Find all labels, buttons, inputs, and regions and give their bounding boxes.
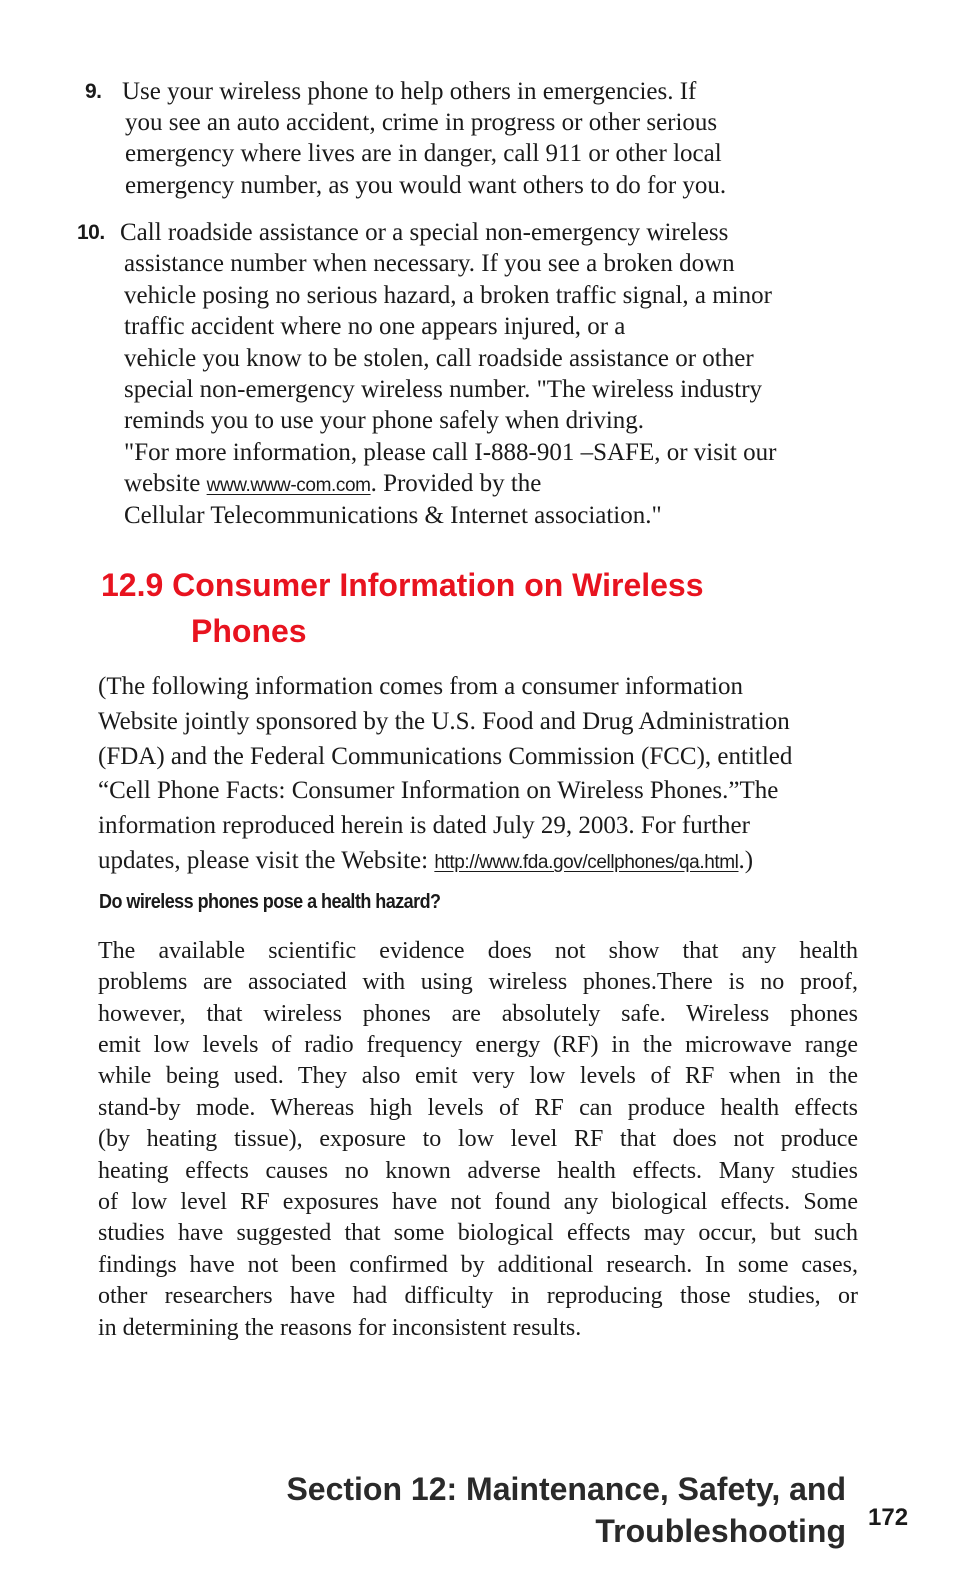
answer-line: however, that wireless phones are absolutely safe. Wireless phones (98, 1001, 858, 1027)
item-text-line: Use your wireless phone to help others in emergencies. If (122, 78, 697, 105)
item-website-line (124, 468, 541, 502)
item-number: 10. (77, 221, 105, 244)
intro-last-prefix: updates, please visit the Website: (98, 847, 435, 874)
section-heading-line1: 12.9 Consumer Information on Wireless (101, 567, 704, 603)
intro-last-line (98, 844, 753, 880)
section-heading (101, 562, 704, 654)
answer-line: studies have suggested that some biological effects may occur, but such (98, 1220, 858, 1246)
intro-line: (FDA) and the Federal Communications Commission (FCC), entitled (98, 743, 793, 770)
fda-website-link[interactable]: http://www.fda.gov/cellphones/qa.html (434, 852, 739, 873)
intro-line: Website jointly sponsored by the U.S. Food and Drug Administration (98, 708, 790, 735)
item-text-line: you see an auto accident, crime in progress or other serious (125, 109, 718, 136)
page-number: 172 (868, 1504, 909, 1531)
item-text-line: special non-emergency wireless number. "The wireless industry (124, 376, 763, 403)
answer-line: stand-by mode. Whereas high levels of RF can produce health effects (98, 1095, 858, 1121)
website-suffix: . Provided by the (370, 470, 542, 497)
intro-line: (The following information comes from a consumer information (98, 673, 743, 700)
item-text-line: Call roadside assistance or a special non-emergency wireless (120, 219, 729, 246)
item-text-line: assistance number when necessary. If you see a broken down (124, 250, 735, 277)
item-text-line: vehicle posing no serious hazard, a broken traffic signal, a minor (124, 282, 772, 309)
answer-line: problems are associated with using wireless phones.There is no proof, (98, 969, 858, 995)
footer-section-line2: Troubleshooting (595, 1513, 846, 1549)
item-text-line: vehicle you know to be stolen, call roadside assistance or other (124, 345, 754, 372)
item-text-line: traffic accident where no one appears injured, or a (124, 313, 626, 340)
answer-line: other researchers have had difficulty in reproducing those studies, or (98, 1283, 858, 1309)
footer-section-title (286, 1468, 846, 1552)
item-text-line: emergency number, as you would want others to do for you. (125, 172, 727, 199)
answer-line: while being used. They also emit very low levels of RF when in the (98, 1063, 858, 1089)
footer-section-line1: Section 12: Maintenance, Safety, and (286, 1471, 846, 1507)
intro-line: information reproduced herein is dated July 29, 2003. For further (98, 812, 750, 839)
intro-last-suffix: .) (738, 847, 754, 874)
section-heading-line2: Phones (191, 613, 307, 649)
answer-line: emit low levels of radio frequency energy (RF) in the microwave range (98, 1032, 858, 1058)
intro-line: “Cell Phone Facts: Consumer Information on Wireless Phones.”The (98, 777, 779, 804)
answer-line: (by heating tissue), exposure to low level RF that does not produce (98, 1126, 858, 1152)
answer-line: in determining the reasons for inconsistent results. (98, 1315, 582, 1341)
item-text-line: "For more information, please call I-888-901 –SAFE, or visit our (124, 439, 777, 466)
answer-line: heating effects causes no known adverse health effects. Many studies (98, 1158, 858, 1184)
website-link[interactable]: www.www-com.com (206, 475, 371, 496)
item-number: 9. (85, 80, 102, 103)
website-prefix: website (124, 470, 207, 497)
question-heading: Do wireless phones pose a health hazard? (99, 891, 441, 913)
answer-line: of low level RF exposures have not found any biological effects. Some (98, 1189, 858, 1215)
item-text-line: reminds you to use your phone safely when driving. (124, 407, 645, 434)
answer-line: findings have not been confirmed by additional research. In some cases, (98, 1252, 858, 1278)
item-text-line: emergency where lives are in danger, call 911 or other local (125, 140, 722, 167)
item-text-line: Cellular Telecommunications & Internet association." (124, 502, 662, 529)
answer-line: The available scientific evidence does not show that any health (98, 938, 858, 964)
